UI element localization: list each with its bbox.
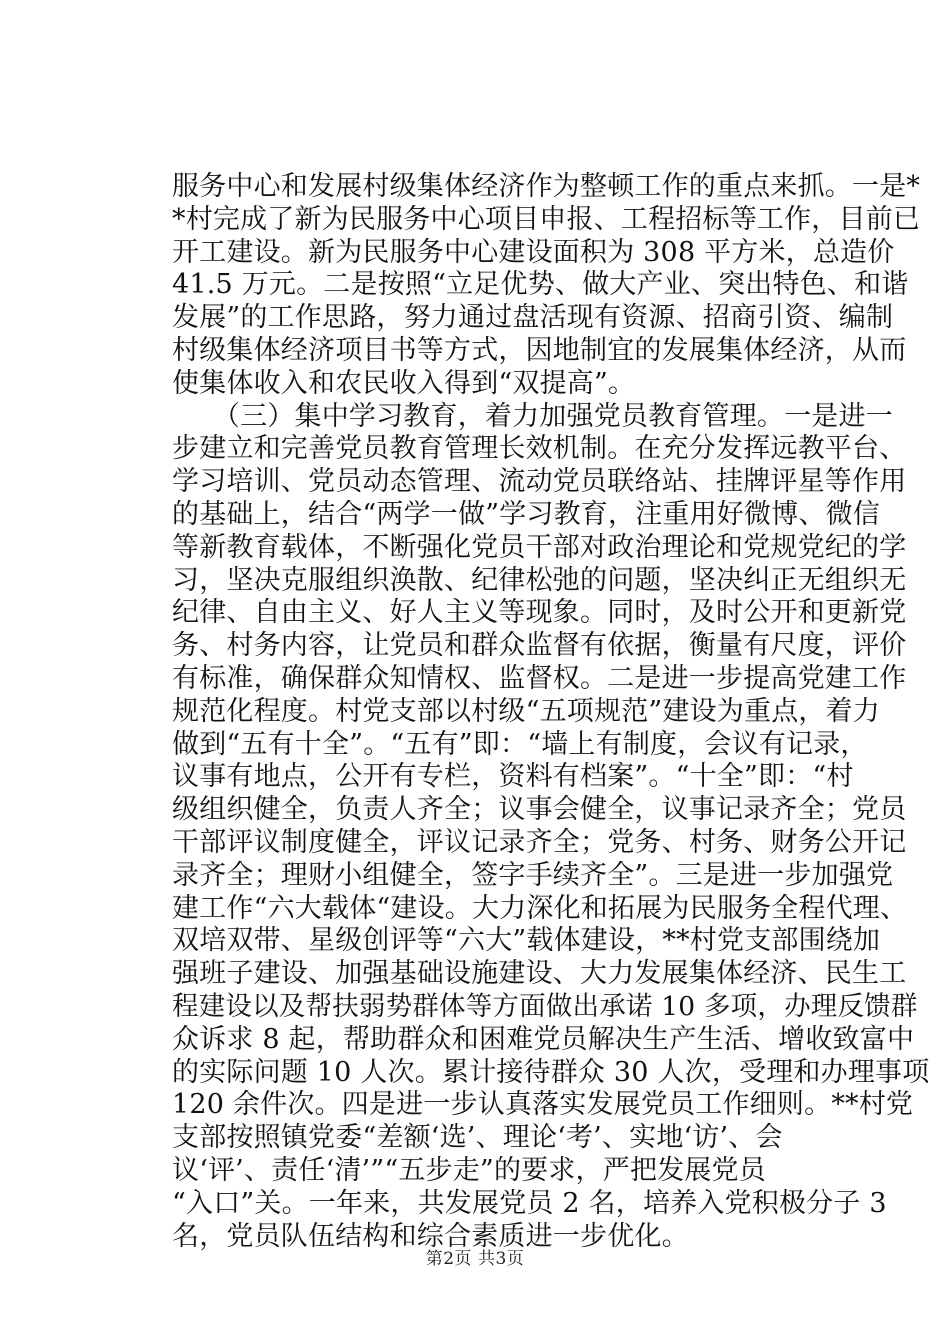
text-line: 服务中心和发展村级集体经济作为整顿工作的重点来抓。一是* (172, 171, 921, 202)
text-line: 习，坚决克服组织涣散、纪律松弛的问题，坚决纠正无组织无 (172, 564, 907, 596)
text-line: 建工作“六大载体“建设。大力深化和拓展为民服务全程代理、 (172, 892, 908, 924)
text-line: 强班子建设、加强基础设施建设、大力发展集体经济、民生工 (172, 958, 907, 990)
text-line: 的基础上，结合“两学一做”学习教育，注重用好微博、微信 (172, 498, 881, 530)
text-line: 的实际问题 10 人次。累计接待群众 30 人次，受理和办理事项 (172, 1056, 930, 1088)
text-line: 学习培训、党员动态管理、流动党员联络站、挂牌评星等作用 (172, 466, 907, 498)
body-text (172, 171, 930, 1253)
text-line: （三）集中学习教育，着力加强党员教育管理。一是进一 (172, 400, 893, 432)
text-line: 级组织健全，负责人齐全；议事会健全，议事记录齐全；党员 (172, 794, 907, 826)
text-line: 规范化程度。村党支部以村级“五项规范”建设为重点，着力 (172, 695, 881, 727)
text-line: 120 余件次。四是进一步认真落实发展党员工作细则。**村党 (172, 1089, 914, 1121)
text-line: 发展”的工作思路，努力通过盘活现有资源、招商引资、编制 (172, 302, 894, 334)
text-line: 41.5 万元。二是按照“立足优势、做大产业、突出特色、和谐 (172, 269, 909, 301)
text-line: 议事有地点，公开有专栏，资料有档案”。“十全”即：“村 (172, 761, 854, 793)
text-line: 众诉求 8 起，帮助群众和困难党员解决生产生活、增收致富中 (172, 1023, 915, 1055)
text-line: 双培双带、星级创评等“六大”载体建设，**村党支部围绕加 (172, 925, 881, 957)
text-line: 做到“五有十全”。“五有”即：“墙上有制度，会议有记录， (172, 728, 868, 760)
text-line: 名，党员队伍结构和综合素质进一步优化。 (172, 1220, 689, 1252)
text-line: 开工建设。新为民服务中心建设面积为 308 平方米，总造价 (172, 236, 895, 268)
text-line: 村级集体经济项目书等方式，因地制宜的发展集体经济，从而 (172, 334, 907, 366)
page-number: 第2页 共3页 (425, 1249, 525, 1269)
text-line: 使集体收入和农民收入得到“双提高”。 (172, 367, 636, 399)
text-line: 录齐全；理财小组健全，签字手续齐全”。三是进一步加强党 (172, 859, 894, 891)
text-line: “入口”关。一年来，共发展党员 2 名，培养入党积极分子 3 (172, 1187, 887, 1219)
text-line: *村完成了新为民服务中心项目申报、工程招标等工作，目前已 (172, 203, 921, 235)
text-line: 务、村务内容，让党员和群众监督有依据，衡量有尺度，评价 (172, 630, 907, 662)
text-line: 议‘评’、责任‘清’”“五步走”的要求，严把发展党员 (172, 1154, 766, 1186)
text-line: 有标准，确保群众知情权、监督权。二是进一步提高党建工作 (172, 662, 907, 694)
text-line: 等新教育载体，不断强化党员干部对政治理论和党规党纪的学 (172, 531, 907, 563)
text-line: 支部按照镇党委“差额‘选’、理论‘考’、实地‘访’、会 (172, 1122, 783, 1154)
text-line: 程建设以及帮扶弱势群体等方面做出承诺 10 多项，办理反馈群 (172, 990, 918, 1022)
text-line: 步建立和完善党员教育管理长效机制。在充分发挥远教平台、 (172, 433, 907, 465)
text-line: 纪律、自由主义、好人主义等现象。同时，及时公开和更新党 (172, 597, 907, 629)
text-line: 干部评议制度健全，评议记录齐全；党务、村务、财务公开记 (172, 826, 907, 858)
